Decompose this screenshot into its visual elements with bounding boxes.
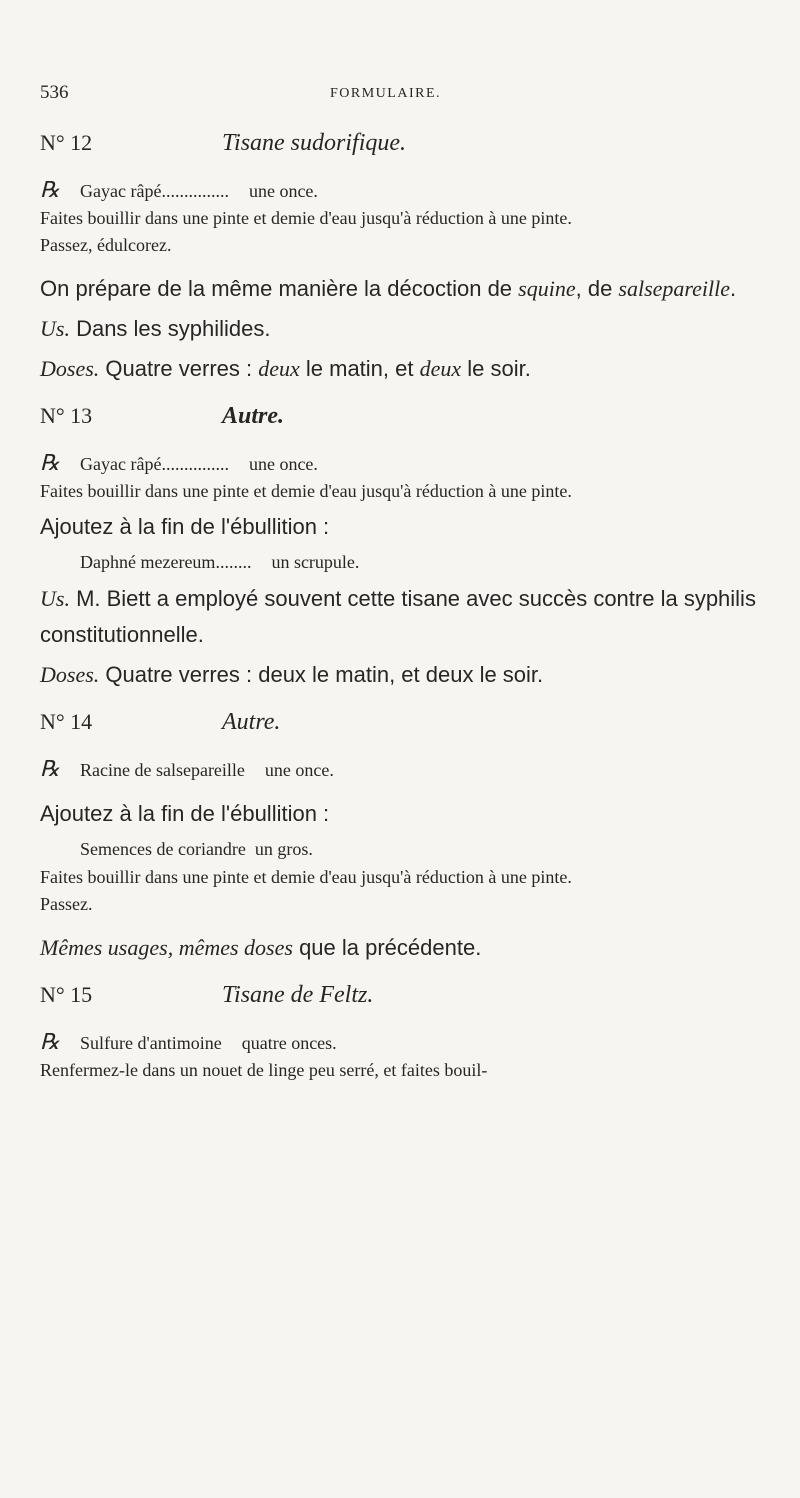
page-content: [40, 130, 760, 1084]
leader-dots: ...............: [161, 454, 229, 474]
instruction-text: Faites bouillir dans une pinte et demie d'eau jusqu'à réduction à une pinte.: [40, 481, 572, 501]
ingredient-quantity: une once.: [248, 181, 318, 201]
recipe-title: Autre.: [222, 403, 285, 429]
addition-label: Ajoutez à la fin de l'ébullition :: [40, 801, 330, 826]
recipe-title: Tisane de Feltz.: [222, 982, 374, 1008]
addition-label: Ajoutez à la fin de l'ébullition :: [40, 514, 330, 539]
ingredient-quantity: une once.: [264, 760, 334, 780]
prescription-line: [40, 755, 760, 784]
instruction-text: Passez, édulcorez.: [40, 235, 172, 255]
ingredient-quantity: quatre onces.: [241, 1033, 337, 1053]
running-head: FORMULAIRE.: [330, 86, 442, 101]
prescription-line: [40, 176, 760, 205]
leader-dots: ........: [215, 552, 252, 572]
sub-ingredient-line: [40, 547, 760, 577]
recipe-symbol: ℞: [40, 450, 60, 475]
recipe-number: N° 12: [40, 130, 93, 155]
ingredient-name: Gayac râpé: [80, 454, 162, 474]
usage-note: Mêmes usages, mêmes doses que la précédente.: [40, 935, 482, 960]
usage-note: Us. M. Biett a employé souvent cette tisane avec succès contre la syphilis constitutionnelle.: [40, 586, 756, 647]
usage-note: Us. Dans les syphilides.: [40, 316, 271, 341]
ingredient-name: Daphné mezereum: [80, 552, 216, 572]
ingredient-name: Gayac râpé: [80, 181, 162, 201]
page-header: [40, 82, 760, 112]
recipe-number: N° 15: [40, 982, 93, 1007]
preparation-note: On prépare de la même manière la décoction de squine, de salsepareille.: [40, 276, 737, 301]
page-number: 536: [40, 82, 69, 103]
recipe-symbol: ℞: [40, 177, 60, 202]
prescription-line: [40, 1028, 760, 1057]
recipe-symbol: ℞: [40, 756, 60, 781]
recipe-symbol: ℞: [40, 1029, 60, 1054]
instruction-text: Renfermez-le dans un nouet de linge peu serré, et faites bouil-: [40, 1060, 488, 1080]
ingredient-name: Sulfure d'antimoine: [80, 1033, 222, 1053]
instruction-text: Faites bouillir dans une pinte et demie d'eau jusqu'à réduction à une pinte.: [40, 208, 572, 228]
leader-dots: ...............: [161, 181, 229, 201]
recipe-title: Tisane sudorifique.: [222, 130, 407, 156]
recipe-heading-14: [40, 709, 760, 749]
sub-ingredient-line: Semences de coriandre un gros.: [80, 839, 313, 859]
recipe-heading-15: [40, 982, 760, 1022]
doses-note: Doses. Quatre verres : deux le matin, et deux le soir.: [40, 662, 544, 687]
prescription-line: [40, 449, 760, 478]
recipe-heading-12: [40, 130, 760, 170]
doses-note: Doses. Quatre verres : deux le matin, et deux le soir.: [40, 356, 531, 381]
recipe-heading-13: [40, 403, 760, 443]
recipe-number: N° 13: [40, 403, 93, 428]
ingredient-quantity: un scrupule.: [271, 552, 360, 572]
recipe-title: Autre.: [222, 709, 281, 735]
ingredient-name: Racine de salsepareille: [80, 760, 245, 780]
ingredient-quantity: une once.: [248, 454, 318, 474]
instruction-text: Passez.: [40, 894, 93, 914]
recipe-number: N° 14: [40, 709, 93, 734]
instruction-text: Faites bouillir dans une pinte et demie d'eau jusqu'à réduction à une pinte.: [40, 867, 572, 887]
